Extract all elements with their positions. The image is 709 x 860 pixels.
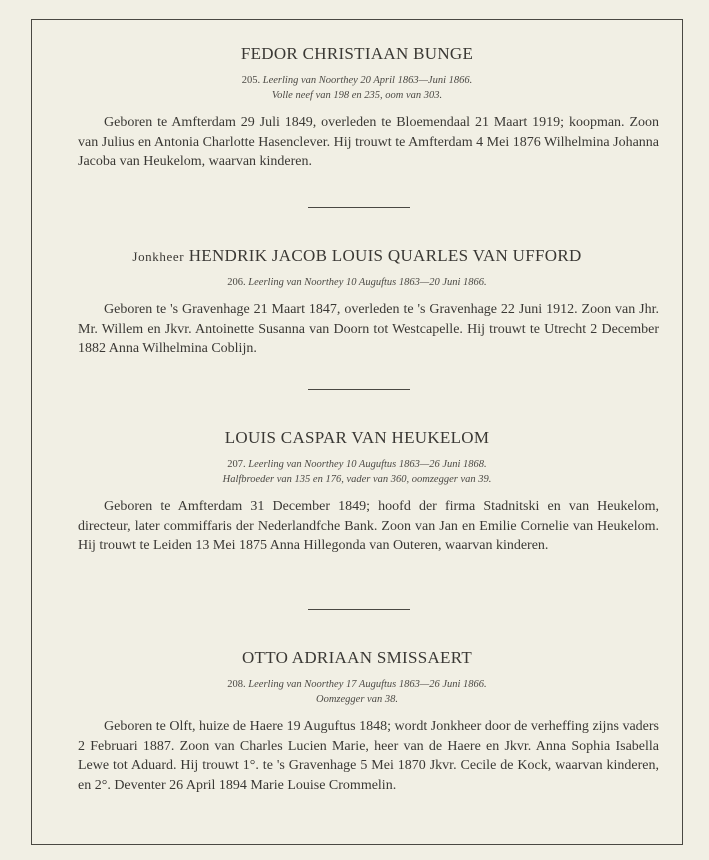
entry-name-text: LOUIS CASPAR VAN HEUKELOM (224, 428, 490, 447)
entry-207 (32, 428, 682, 556)
section-divider (308, 207, 410, 208)
entry-biography: Geboren te Amfterdam 29 Juli 1849, overleden te Bloemendaal 21 Maart 1919; koopman. Zoon van Julius en Antonia Charlotte Hasenclever. Hij trouwt te Amfterdam 4 Mei 1876 Wilhelmina Johanna Jacoba van Heukelom, waarvan kinderen. (78, 115, 659, 169)
entry-relations: Volle neef van 198 en 235, oom van 303. (271, 90, 443, 101)
entry-name (32, 44, 682, 65)
entry-title-prefix: Jonkheer (132, 249, 185, 264)
entry-name-text: OTTO ADRIAAN SMISSAERT (241, 648, 473, 667)
entry-pupil-dates: Leerling van Noorthey 17 Auguftus 1863—26 Juni 1866. (248, 679, 487, 690)
entry-meta (32, 677, 682, 692)
entry-pupil-dates: Leerling van Noorthey 10 Auguftus 1863—26 Juni 1868. (248, 459, 487, 470)
entry-relations: Oomzegger van 38. (316, 694, 398, 705)
entry-meta (32, 73, 682, 88)
entry-206 (32, 246, 682, 359)
entry-208 (32, 648, 682, 795)
entry-number: 205. (241, 75, 261, 86)
entry-205 (32, 44, 682, 172)
section-divider (308, 389, 410, 390)
entry-biography: Geboren te Amfterdam 31 December 1849; hoofd der firma Stadnitski en van Heukelom, directeur, later commiffaris der Nederlandfche Bank. Zoon van Jan en Emilie Cornelie van Heukelom. Hij trouwt te Leiden 13 Mei 1875 Anna Hillegonda van Outeren, waarvan kinderen. (78, 499, 659, 553)
page-frame (31, 19, 683, 845)
section-divider (308, 609, 410, 610)
entry-name-text: HENDRIK JACOB LOUIS QUARLES VAN UFFORD (188, 246, 582, 265)
entry-number: 206. (227, 277, 246, 288)
entry-pupil-dates: Leerling van Noorthey 20 April 1863—Juni 1866. (262, 75, 473, 86)
entry-number: 207. (227, 459, 246, 470)
entry-name (32, 246, 682, 267)
entry-relations: Halfbroeder van 135 en 176, vader van 360, oomzegger van 39. (222, 474, 492, 485)
entry-name-text: FEDOR CHRISTIAAN BUNGE (240, 44, 474, 63)
entry-biography: Geboren te 's Gravenhage 21 Maart 1847, overleden te 's Gravenhage 22 Juni 1912. Zoon van Jhr. Mr. Willem en Jkvr. Antoinette Susanna van Doorn tot Westcapelle. Hij trouwt te Utrecht 2 December 1882 Anna Wilhelmina Coblijn. (78, 302, 659, 356)
entry-meta (32, 457, 682, 472)
entry-name (32, 428, 682, 449)
entry-biography: Geboren te Olft, huize de Haere 19 Auguftus 1848; wordt Jonkheer door de verheffing zijns vaders 2 Februari 1887. Zoon van Charles Lucien Marie, heer van de Haere en Jkvr. Anna Sophia Isabella Lewe tot Aduard. Hij trouwt 1°. te 's Gravenhage 5 Mei 1870 Jkvr. Cecile de Kock, waarvan kinderen, en 2°. Deventer 26 April 1894 Marie Louise Crommelin. (78, 719, 659, 793)
entry-pupil-dates: Leerling van Noorthey 10 Auguftus 1863—20 Juni 1866. (248, 277, 487, 288)
entry-name (32, 648, 682, 669)
entry-number: 208. (227, 679, 246, 690)
entry-meta (32, 275, 682, 290)
